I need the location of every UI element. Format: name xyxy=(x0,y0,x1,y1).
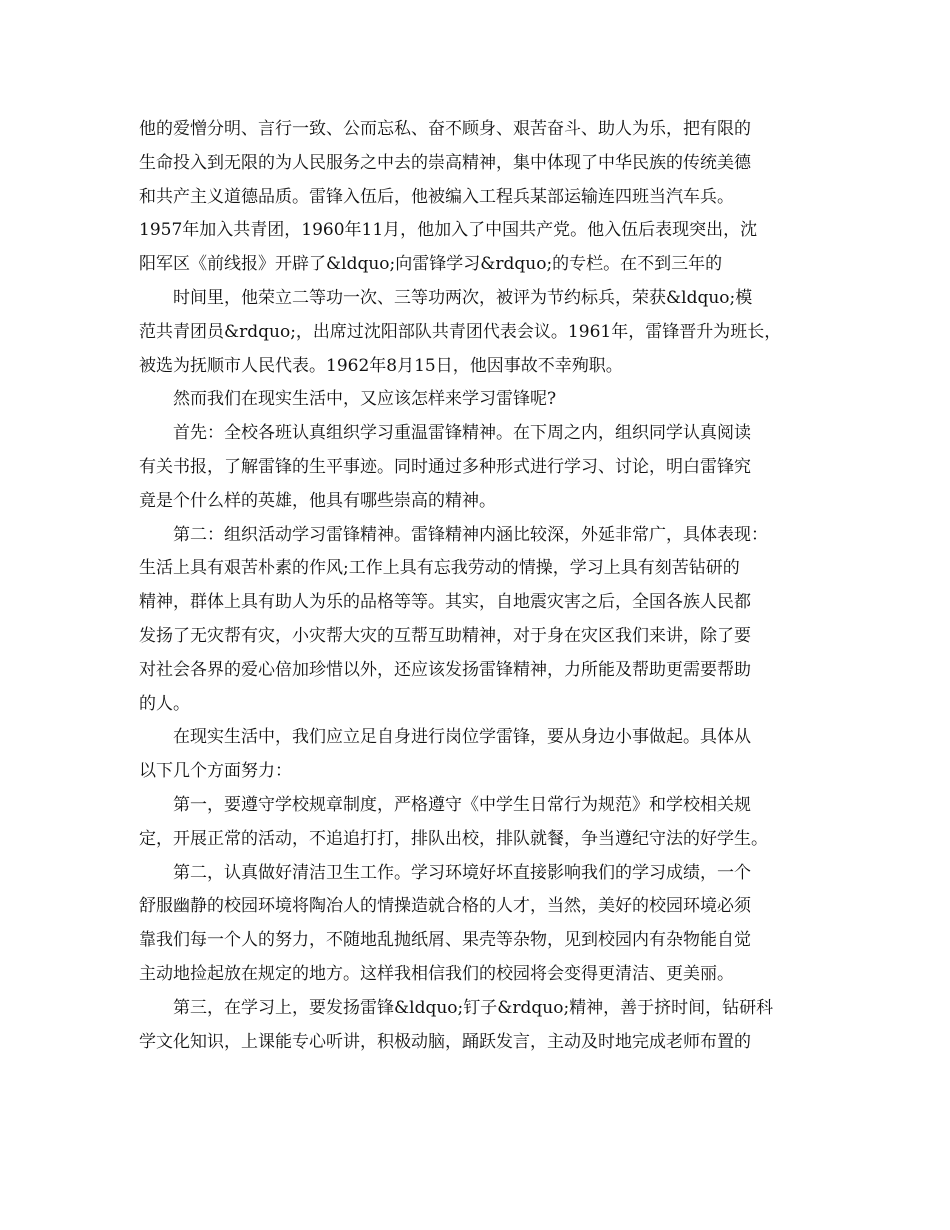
text-line: 精神，群体上具有助人为乐的品格等等。其实，自地震灾害之后，全国各族人民都 xyxy=(139,592,751,613)
paragraph-3 xyxy=(139,383,829,417)
text-line: 第二，认真做好清洁卫生工作。学习环境好坏直接影响我们的学习成绩，一个 xyxy=(173,862,751,883)
text-line: 被选为抚顺市人民代表。1962年8月15日，他因事故不幸殉职。 xyxy=(139,355,623,376)
text-line: 第三，在学习上，要发扬雷锋&ldquo;钉子&rdquo;精神，善于挤时间，钻研科 xyxy=(173,997,774,1018)
text-line: 范共青团员&rdquo;，出席过沈阳部队共青团代表会议。1961年，雷锋晋升为班长， xyxy=(139,321,782,342)
text-line: 和共产主义道德品质。雷锋入伍后，他被编入工程兵某部运输连四班当汽车兵。 xyxy=(139,186,734,207)
paragraph-2 xyxy=(139,282,829,383)
paragraph-7 xyxy=(139,789,829,857)
text-line: 对社会各界的爱心倍加珍惜以外，还应该发扬雷锋精神，力所能及帮助更需要帮助 xyxy=(139,659,751,680)
text-line: 以下几个方面努力： xyxy=(139,761,292,782)
text-line: 时间里，他荣立二等功一次、三等功两次，被评为节约标兵，荣获&ldquo;模 xyxy=(173,287,753,308)
text-line: 发扬了无灾帮有灾，小灾帮大灾的互帮互助精神，对于身在灾区我们来讲，除了要 xyxy=(139,625,751,646)
text-line: 1957年加入共青团，1960年11月，他加入了中国共产党。他入伍后表现突出，沈 xyxy=(139,220,758,241)
paragraph-4 xyxy=(139,417,829,518)
text-line: 第一，要遵守学校规章制度，严格遵守《中学生日常行为规范》和学校相关规 xyxy=(173,794,751,815)
text-line: 学文化知识，上课能专心听讲，积极动脑，踊跃发言，主动及时地完成老师布置的 xyxy=(139,1031,751,1052)
text-line: 主动地捡起放在规定的地方。这样我相信我们的校园将会变得更清洁、更美丽。 xyxy=(139,963,734,984)
text-line: 首先：全校各班认真组织学习重温雷锋精神。在下周之内，组织同学认真阅读 xyxy=(173,423,751,444)
text-line: 在现实生活中，我们应立足自身进行岗位学雷锋，要从身边小事做起。具体从 xyxy=(173,727,751,748)
text-line: 生活上具有艰苦朴素的作风;工作上具有忘我劳动的情操，学习上具有刻苦钻研的 xyxy=(139,558,740,579)
text-line: 靠我们每一个人的努力，不随地乱抛纸屑、果壳等杂物，见到校园内有杂物能自觉 xyxy=(139,930,751,951)
paragraph-1 xyxy=(139,113,829,282)
text-line: 的人。 xyxy=(139,693,190,714)
text-line: 定，开展正常的活动，不追追打打，排队出校，排队就餐，争当遵纪守法的好学生。 xyxy=(139,828,768,849)
text-line: 生命投入到无限的为人民服务之中去的崇高精神，集中体现了中华民族的传统美德 xyxy=(139,152,751,173)
paragraph-8 xyxy=(139,857,829,992)
text-line: 竟是个什么样的英雄，他具有哪些崇高的精神。 xyxy=(139,490,496,511)
text-line: 舒服幽静的校园环境将陶冶人的情操造就合格的人才，当然，美好的校园环境必须 xyxy=(139,896,751,917)
text-line: 然而我们在现实生活中，又应该怎样来学习雷锋呢? xyxy=(173,389,557,410)
text-line: 有关书报，了解雷锋的生平事迹。同时通过多种形式进行学习、讨论，明白雷锋究 xyxy=(139,456,751,477)
paragraph-5 xyxy=(139,519,829,722)
text-line: 阳军区《前线报》开辟了&ldquo;向雷锋学习&rdquo;的专栏。在不到三年的 xyxy=(139,254,723,275)
paragraph-6 xyxy=(139,721,829,789)
text-line: 第二：组织活动学习雷锋精神。雷锋精神内涵比较深，外延非常广，具体表现： xyxy=(173,524,768,545)
paragraph-9 xyxy=(139,992,829,1060)
document-body xyxy=(139,113,829,1059)
text-line: 他的爱憎分明、言行一致、公而忘私、奋不顾身、艰苦奋斗、助人为乐，把有限的 xyxy=(139,119,751,139)
